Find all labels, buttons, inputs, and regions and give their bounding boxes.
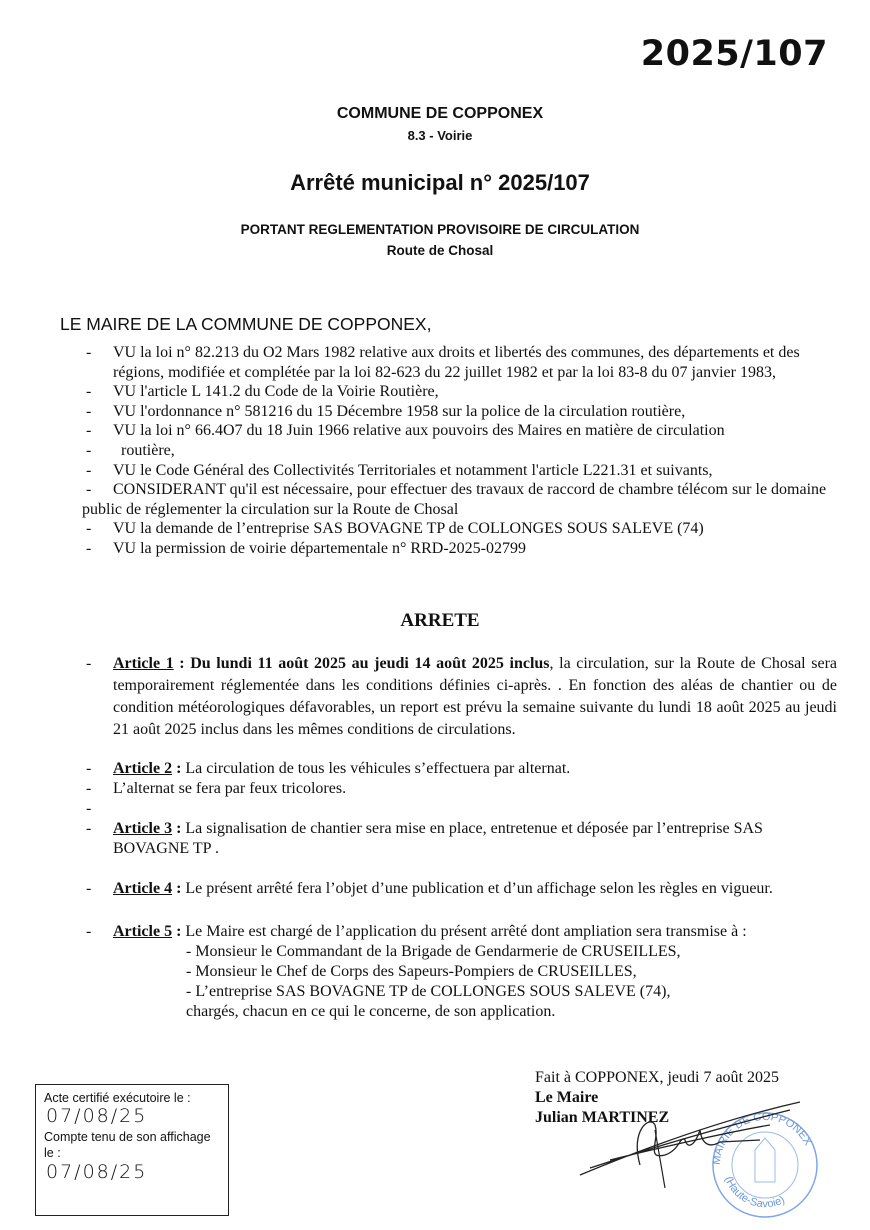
list-item — [82, 539, 830, 559]
list-item — [82, 402, 830, 422]
dash: - — [86, 539, 92, 557]
article-text: L’alternat se fera par feux tricolores. — [113, 780, 347, 797]
dash: - — [86, 422, 92, 440]
list-item — [82, 441, 830, 461]
article-label: Article 3 — [113, 820, 173, 837]
certification-date: 07/08/25 — [46, 1105, 148, 1127]
page-title: Arrêté municipal n° 2025/107 — [290, 170, 590, 195]
list-item — [82, 382, 830, 402]
dash: - — [86, 880, 92, 897]
article-label: Article 5 — [113, 923, 173, 940]
signer-name: Julian MARTINEZ — [535, 1109, 670, 1126]
recipient: - Monsieur le Chef de Corps des Sapeurs-Pompiers de CRUSEILLES, — [186, 963, 637, 980]
empty-item — [82, 799, 837, 819]
signer-role: Le Maire — [535, 1089, 599, 1106]
item-text: VU la loi n° 82.213 du O2 Mars 1982 relative aux droits et libertés des communes, des départements et des régions, modifiée et complétée par la loi 82-623 du 22 juillet 1982 et par la loi 83-8 du 07 janvier 1983, — [113, 344, 800, 381]
category: 8.3 - Voirie — [407, 128, 473, 143]
article-label: Article 4 — [113, 880, 173, 897]
article-text: Le présent arrêté fera l’objet d’une publication et d’un affichage selon les règles en vigueur. — [185, 880, 773, 897]
article-text: Le Maire est chargé de l’application du présent arrêté dont ampliation sera transmise à : — [185, 923, 747, 940]
arrete-heading: ARRETE — [400, 610, 480, 631]
recipient: - Monsieur le Commandant de la Brigade de Gendarmerie de CRUSEILLES, — [186, 943, 681, 960]
article-3 — [82, 819, 837, 859]
dash: - — [86, 800, 92, 817]
dash: - — [86, 383, 92, 401]
mayor-heading: LE MAIRE DE LA COMMUNE DE COPPONEX, — [60, 314, 432, 334]
article-text: La signalisation de chantier sera mise en place, entretenue et déposée par l’entreprise SAS BOVAGNE TP . — [113, 820, 763, 857]
dash: - — [86, 760, 92, 777]
stamp-bottom-text: (Haute-Savoie) — [722, 1174, 787, 1211]
colon: : — [173, 655, 191, 672]
dash: - — [86, 820, 92, 837]
article-label: Article 2 — [113, 760, 173, 777]
colon: : — [172, 820, 186, 837]
dash: - — [86, 402, 92, 420]
considerations-list — [82, 343, 830, 559]
item-text: CONSIDERANT qu'il est nécessaire, pour effectuer des travaux de raccord de chambre télécom sur le domaine public de réglementer la circulation sur la Route de Chosal — [82, 481, 827, 518]
colon: : — [172, 923, 186, 940]
articles — [82, 653, 837, 1022]
article-4 — [82, 879, 837, 899]
display-label: Compte tenu de son affichage le : — [44, 1130, 211, 1160]
dash: - — [86, 520, 92, 538]
list-item — [82, 480, 830, 519]
article-2-detail — [82, 779, 837, 799]
list-item — [82, 343, 830, 382]
document-number: 2025/107 — [640, 34, 828, 74]
item-text: routière, — [113, 441, 175, 459]
article-dates: Du lundi 11 août 2025 au jeudi 14 août 2025 inclus — [190, 655, 550, 672]
article-5 — [82, 922, 837, 942]
list-item — [82, 421, 830, 441]
recipient: - L’entreprise SAS BOVAGNE TP de COLLONGES SOUS SALEVE (74), — [186, 983, 671, 1000]
colon: : — [172, 880, 186, 897]
dash: - — [86, 923, 92, 940]
item-text: VU le Code Général des Collectivités Territoriales et notamment l'article L221.31 et suivants, — [113, 461, 713, 479]
list-item — [82, 461, 830, 481]
list-item — [82, 519, 830, 539]
article-label: Article 1 — [113, 655, 174, 672]
item-text: VU la demande de l’entreprise SAS BOVAGNE TP de COLLONGES SOUS SALEVE (74) — [113, 520, 704, 538]
signature — [570, 1090, 810, 1190]
subject: PORTANT REGLEMENTATION PROVISOIRE DE CIRCULATION — [240, 222, 640, 237]
item-text: VU l'ordonnance n° 581216 du 15 Décembre 1958 sur la police de la circulation routière, — [113, 402, 686, 420]
stamp-top-text: MAIRIE DE COPPONEX — [710, 1110, 814, 1166]
item-text: VU l'article L 141.2 du Code de la Voirie Routière, — [113, 383, 439, 401]
article-1 — [82, 653, 837, 741]
certification-box — [35, 1084, 229, 1216]
certification-label: Acte certifié exécutoire le : — [44, 1091, 191, 1105]
dash: - — [86, 481, 92, 499]
dash: - — [86, 441, 92, 459]
dash: - — [86, 780, 92, 797]
location: Route de Chosal — [386, 243, 494, 258]
dash: - — [86, 655, 92, 672]
place-date: Fait à COPPONEX, jeudi 7 août 2025 — [535, 1069, 779, 1086]
display-date: 07/08/25 — [46, 1161, 148, 1183]
colon: : — [172, 760, 186, 777]
closing-line: chargés, chacun en ce qui le concerne, de son application. — [186, 1003, 556, 1020]
article-text: , la circulation, sur la Route de Chosal sera temporairement réglementée dans les conditions définies ci-après. . En fonction des aléas de chantier ou de condition météorologiques défavorables, un report est prévu la semaine suivante du lundi 18 août 2025 au jeudi 21 août 2025 inclus dans les mêmes conditions de circulations. — [113, 655, 837, 738]
item-text: VU la loi n° 66.4O7 du 18 Juin 1966 relative aux pouvoirs des Maires en matière de circulation — [113, 422, 725, 440]
dash: - — [86, 461, 92, 479]
dash: - — [86, 344, 92, 361]
item-text: VU la permission de voirie départementale n° RRD-2025-02799 — [113, 539, 526, 557]
article-text: La circulation de tous les véhicules s’effectuera par alternat. — [185, 760, 571, 777]
commune-name: COMMUNE DE COPPONEX — [336, 105, 544, 122]
article-2 — [82, 759, 837, 779]
